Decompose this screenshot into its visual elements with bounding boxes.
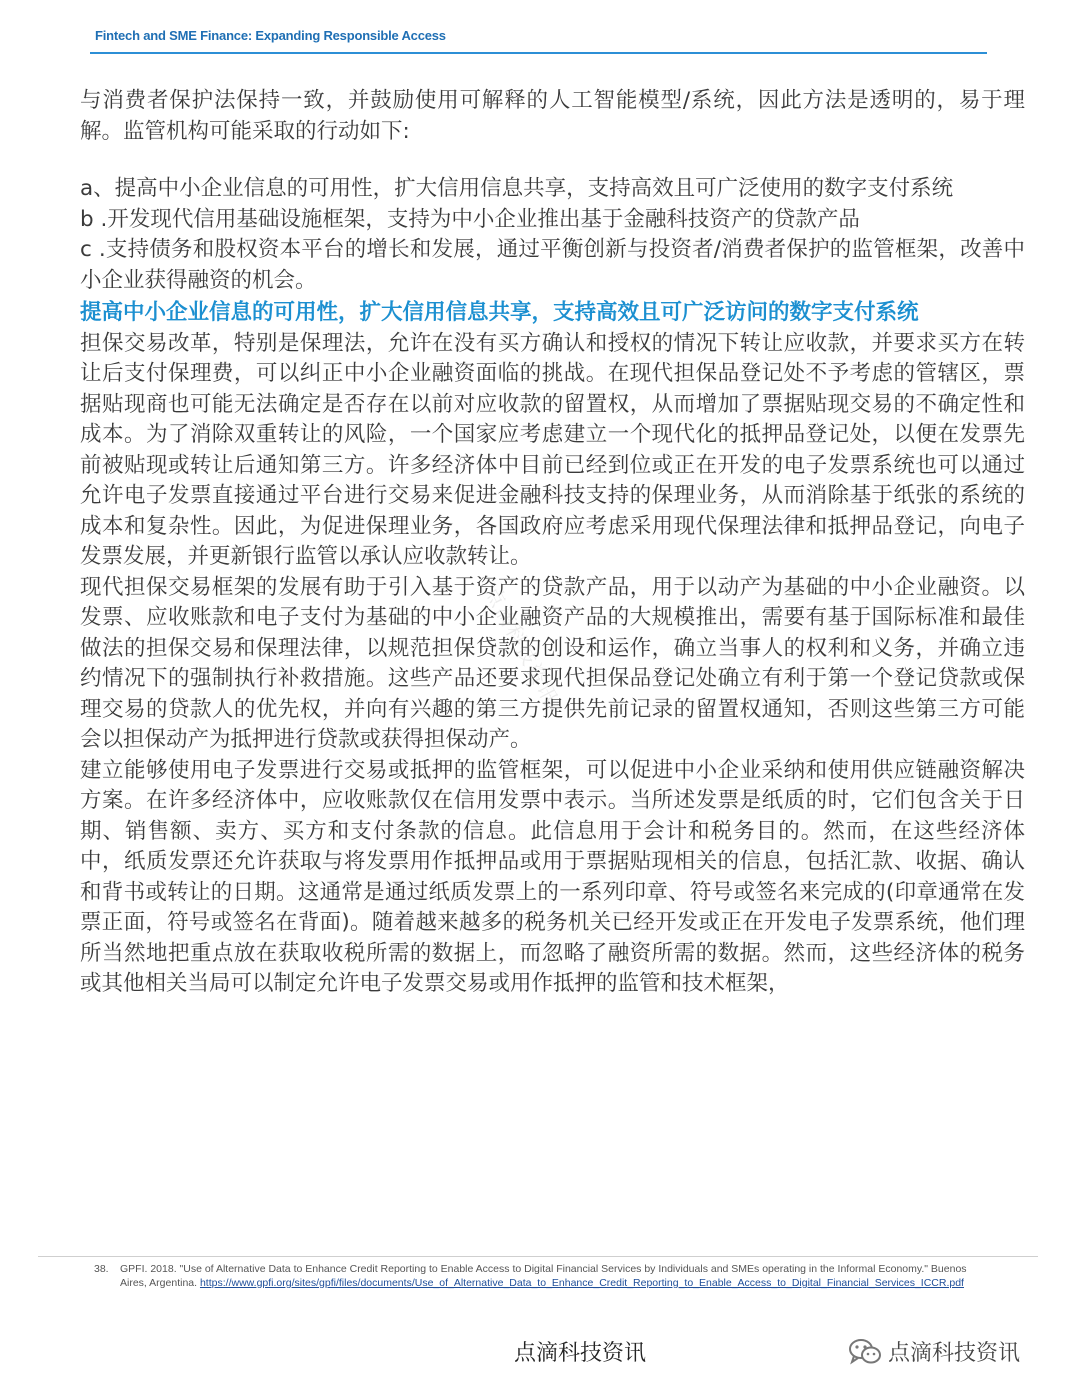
section-heading: 提高中小企业信息的可用性，扩大信用信息共享，支持高效且可广泛访问的数字支付系统 <box>80 300 919 325</box>
intro-paragraph: 与消费者保护法保持一致，并鼓励使用可解释的人工智能模型/系统，因此方法是透明的，易于理解。监管机构可能采取的行动如下: <box>80 88 1025 144</box>
body-paragraph-1: 担保交易改革，特别是保理法，允许在没有买方确认和授权的情况下转让应收款，并要求买方在转让后支付保理费，可以纠正中小企业融资面临的挑战。在现代担保品登记处不予考虑的管辖区，票据贴现商也可能无法确定是否存在以前对应收款的留置权，从而增加了票据贴现交易的不确定性和成本。为了消除双重转让的风险，一个国家应考虑建立一个现代化的抵押品登记处，以便在发票先前被贴现或转让后通知第三方。许多经济体中目前已经到位或正在开发的电子发票系统也可以通过允许电子发票直接通过平台进行交易来促进金融科技支持的保理业务，从而消除基于纸张的系统的成本和复杂性。因此，为促进保理业务，各国政府应考虑采用现代保理法律和抵押品登记，向电子发票发展，并更新银行监管以承认应收款转让。 <box>80 330 1025 569</box>
wechat-icon <box>848 1337 882 1367</box>
footer-source-title: 点滴科技资讯 <box>514 1341 647 1366</box>
page-body <box>80 86 1025 1000</box>
running-header: Fintech and SME Finance: Expanding Responsible Access <box>95 28 446 43</box>
header-divider <box>90 52 987 54</box>
wechat-label: 点滴科技资讯 <box>888 1341 1021 1366</box>
footnote-divider <box>38 1256 1038 1257</box>
body-paragraph-2: 现代担保交易框架的发展有助于引入基于资产的贷款产品，用于以动产为基础的中小企业融资。以发票、应收账款和电子支付为基础的中小企业融资产品的大规模推出，需要有基于国际标准和最佳做法的担保交易和保理法律，以规范担保贷款的创设和运作，确立当事人的权利和义务，并确立违约情况下的强制执行补救措施。这些产品还要求现代担保品登记处确立有利于第一个登记贷款或保理交易的贷款人的优先权，并向有兴趣的第三方提供先前记录的留置权通知，否则这些第三方可能会以担保动产为抵押进行贷款或获得担保动产。 <box>80 574 1025 752</box>
body-paragraph-3: 建立能够使用电子发票进行交易或抵押的监管框架，可以促进中小企业采纳和使用供应链融资解决方案。在许多经济体中，应收账款仅在信用发票中表示。当所述发票是纸质的时，它们包含关于日期、销售额、卖方、买方和支付条款的信息。此信息用于会计和税务目的。然而，在这些经济体中，纸质发票还允许获取与将发票用作抵押品或用于票据贴现相关的信息，包括汇款、收据、确认和背书或转让的日期。这通常是通过纸质发票上的一系列印章、符号或签名来完成的(印章通常在发票正面，符号或签名在背面)。随着越来越多的税务机关已经开发或正在开发电子发票系统，他们理所当然地把重点放在获取收税所需的数据上，而忽略了融资所需的数据。然而，这些经济体的税务或其他相关当局可以制定允许电子发票交易或用作抵押的监管和技术框架， <box>80 757 1025 996</box>
footnote <box>94 1262 988 1290</box>
footnote-link[interactable]: https://www.gpfi.org/sites/gpfi/files/documents/Use_of_Alternative_Data_to_Enhance_Credit_Reporting_to_Enable_Access_to_Digital_Financial_Services_ICCR.pdf <box>199 1277 964 1289</box>
wechat-account-badge <box>848 1336 1020 1367</box>
action-item-a: a、提高中小企业信息的可用性，扩大信用信息共享，支持高效且可广泛使用的数字支付系统 <box>80 176 954 201</box>
watermark-text: 点滴科技资讯 <box>480 581 564 710</box>
footnote-number: 38. <box>94 1263 109 1275</box>
action-item-c: c .支持债务和股权资本平台的增长和发展，通过平衡创新与投资者/消费者保护的监管框架，改善中小企业获得融资的机会。 <box>80 237 1025 293</box>
footnote-text: GPFI. 2018. "Use of Alternative Data to Enhance Credit Reporting to Enable Access to Digital Financial Services by Individuals and SMEs operating in the Informal Economy." Buenos Aires, Argentina. <box>120 1263 967 1289</box>
action-item-b: b .开发现代信用基础设施框架，支持为中小企业推出基于金融科技资产的贷款产品 <box>80 206 860 232</box>
